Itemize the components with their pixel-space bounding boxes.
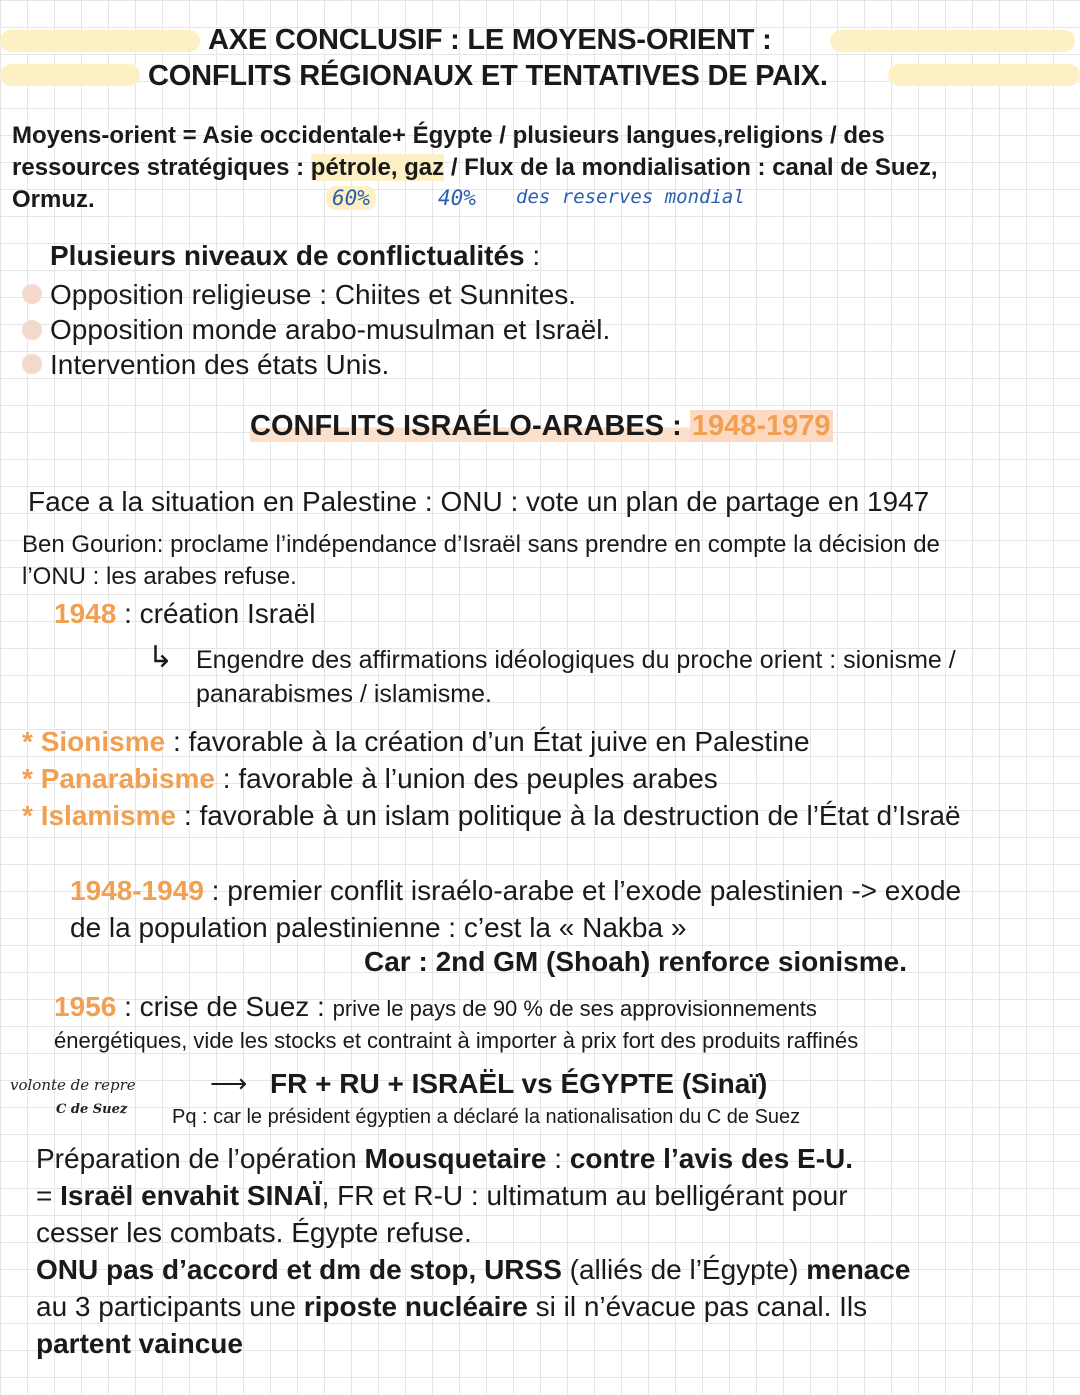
creation-consequence-1: Engendre des affirmations idéologiques du proche orient : sionisme / [196,646,956,674]
intro-line-3: Ormuz. [12,186,95,213]
suez-line-1: 1956 : crise de Suez : prive le pays de 90 % de ses approvisionnements [54,991,817,1022]
creation-year: 1948 [54,598,117,629]
operation-line-2: = Israël envahit SINAÏ, FR et R-U : ultimatum au belligérant pour [36,1180,848,1211]
ideology-panarabisme: * Panarabisme : favorable à l’union des peuples arabes [22,763,718,794]
page-title-line-2: CONFLITS RÉGIONAUX ET TENTATIVES DE PAIX. [148,60,828,92]
handwritten-note-60: 60% [326,186,376,210]
intro-resources-label: ressources stratégiques : [12,154,311,181]
intro-flux: / Flux de la mondialisation : canal de Suez, [444,154,938,181]
ideology-islamisme: * Islamisme : favorable à un islam politique à la destruction de l’État d’Israë [22,800,961,831]
palestine-line-1: Face a la situation en Palestine : ONU : vote un plan de partage en 1947 [28,486,930,517]
page-title-line-1: AXE CONCLUSIF : LE MOYENS-ORIENT : [208,24,772,56]
ideology-sionisme: * Sionisme : favorable à la création d’un État juive en Palestine [22,726,810,757]
palestine-line-2: Ben Gourion: proclame l’indépendance d’Israël sans prendre en compte la décision de [22,531,940,558]
handwritten-note-suez: C de Suez [56,1102,128,1117]
suez-sides: FR + RU + ISRAËL vs ÉGYPTE (Sinaï) [270,1068,768,1099]
title-highlight-left-1 [0,30,200,52]
palestine-line-3: l’ONU : les arabes refuse. [22,563,297,590]
suez-line-2: énergétiques, vide les stocks et contraint à importer à prix fort des produits raffinés [54,1028,859,1053]
creation-consequence-2: panarabismes / islamisme. [196,680,492,708]
intro-line-1: Moyens-orient = Asie occidentale+ Égypte / plusieurs langues,religions / des [12,122,885,149]
first-war-cause: Car : 2nd GM (Shoah) renforce sionisme. [364,946,907,977]
level-item-2: Opposition monde arabo-musulman et Israël. [50,314,611,345]
operation-line-4: ONU pas d’accord et dm de stop, URSS (alliés de l’Égypte) menace [36,1254,911,1285]
suez-arrow-icon: ⟶ [210,1068,248,1098]
bullet-2 [22,320,42,340]
bullet-3 [22,354,42,374]
suez-year: 1956 [54,991,117,1022]
first-war-year: 1948-1949 [70,875,204,906]
operation-line-5: au 3 participants une riposte nucléaire si il n’évacue pas canal. Ils [36,1291,868,1322]
title-highlight-right-1 [830,30,1075,52]
section-years: 1948-1979 [691,410,831,442]
title-highlight-right-2 [888,64,1080,86]
level-item-3: Intervention des états Unis. [50,349,390,380]
intro-resources-highlight: pétrole, gaz [310,154,445,181]
operation-line-3: cesser les combats. Égypte refuse. [36,1217,472,1248]
handwritten-note-reserves: des reserves mondial [516,186,745,208]
intro-line-2 [12,152,938,184]
title-highlight-left-2 [0,64,140,86]
first-war-line-2: de la population palestinienne : c’est la « Nakba » [70,912,687,943]
bullet-1 [22,284,42,304]
operation-line-1: Préparation de l’opération Mousquetaire : contre l’avis des E-U. [36,1143,854,1174]
arrow-icon: ↳ [148,641,174,674]
first-war-line-1: 1948-1949 : premier conflit israélo-arabe et l’exode palestinien -> exode [70,875,962,906]
levels-heading: Plusieurs niveaux de conflictualités : [50,240,541,271]
handwritten-note-40: 40% [438,186,476,210]
level-item-1: Opposition religieuse : Chiites et Sunnites. [50,279,577,310]
suez-why: Pq : car le président égyptien a déclaré la nationalisation du C de Suez [172,1106,801,1128]
operation-line-6: partent vaincue [36,1328,243,1359]
section-title: CONFLITS ISRAÉLO-ARABES : 1948-1979 [250,410,831,442]
creation-line: 1948 : création Israël [54,598,316,629]
handwritten-note-volonte: volonte de repre [10,1076,136,1094]
